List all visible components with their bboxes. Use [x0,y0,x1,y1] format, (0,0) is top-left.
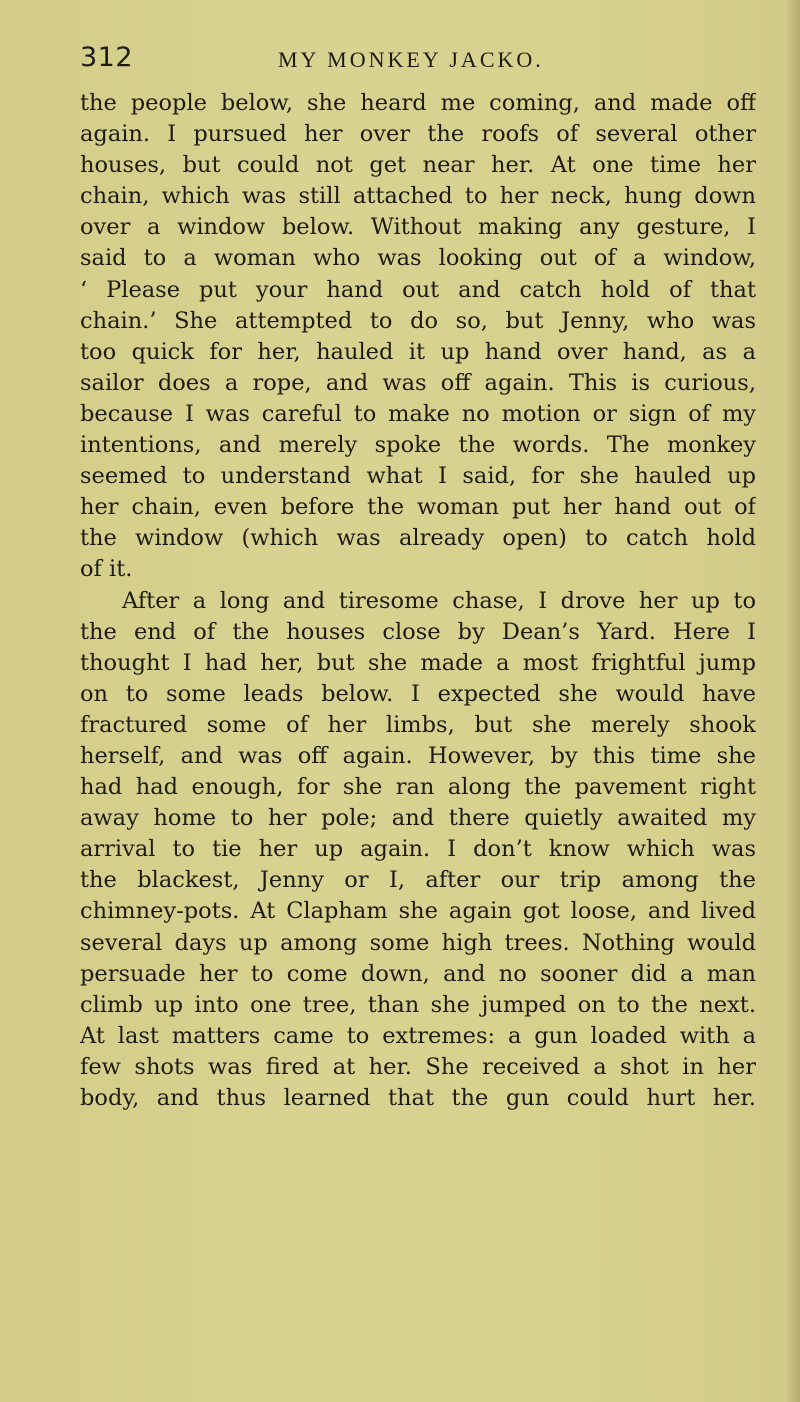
text-line: seemed to understand what I said, for she hauled up [80,463,756,490]
text-line: persuade her to come down, and no sooner did a man [80,960,756,987]
running-title: MY MONKEY JACKO. [278,47,544,72]
page-edge-shadow [786,0,800,1402]
text-line: the window (which was already open) to catch hold [80,525,756,552]
text-line: arrival to tie her up again. I don’t know which was [80,836,756,863]
text-line: fractured some of her limbs, but she merely shook [80,711,756,738]
text-line: body, and thus learned that the gun could hurt her. [80,1085,756,1111]
text-line: again. I pursued her over the roofs of several other [80,121,756,148]
text-line: the people below, she heard me coming, and made off [80,90,756,116]
paragraph-start-line: After a long and tiresome chase, I drove her up to [122,587,756,614]
text-line: chain, which was still attached to her neck, hung down [80,183,756,210]
text-line: several days up among some high trees. Nothing would [80,929,756,956]
text-line: because I was careful to make no motion or sign of my [80,400,756,427]
text-line: sailor does a rope, and was off again. This is curious, [80,369,756,396]
text-line: her chain, even before the woman put her hand out of [80,494,756,521]
text-line: chimney-pots. At Clapham she again got loose, and lived [80,898,756,925]
text-line: had had enough, for she ran along the pavement right [80,774,756,801]
text-line: the end of the houses close by Dean’s Yard. Here I [80,618,756,645]
page-header [80,42,756,82]
text-line: At last matters came to extremes: a gun loaded with a [80,1022,756,1049]
page-number: 312 [80,42,134,73]
text-line: ‘ Please put your hand out and catch hold of that [80,276,756,303]
paragraph-end-line: of it. [80,556,133,583]
text-line: intentions, and merely spoke the words. The monkey [80,432,756,459]
text-line: few shots was fired at her. She received a shot in her [80,1053,756,1080]
text-line: said to a woman who was looking out of a window, [80,245,756,272]
text-line: herself, and was off again. However, by this time she [80,742,756,769]
text-line: on to some leads below. I expected she would have [80,680,756,707]
text-line: over a window below. Without making any gesture, I [80,214,756,241]
text-line: away home to her pole; and there quietly awaited my [80,805,756,832]
text-line: climb up into one tree, than she jumped on to the next. [80,991,756,1018]
text-line: too quick for her, hauled it up hand over hand, as a [80,338,756,365]
body-text [80,88,756,1114]
text-line: thought I had her, but she made a most frightful jump [80,649,756,676]
text-line: the blackest, Jenny or I, after our trip among the [80,867,756,894]
text-line: houses, but could not get near her. At one time her [80,152,756,179]
text-line: chain.’ She attempted to do so, but Jenny, who was [80,307,756,334]
